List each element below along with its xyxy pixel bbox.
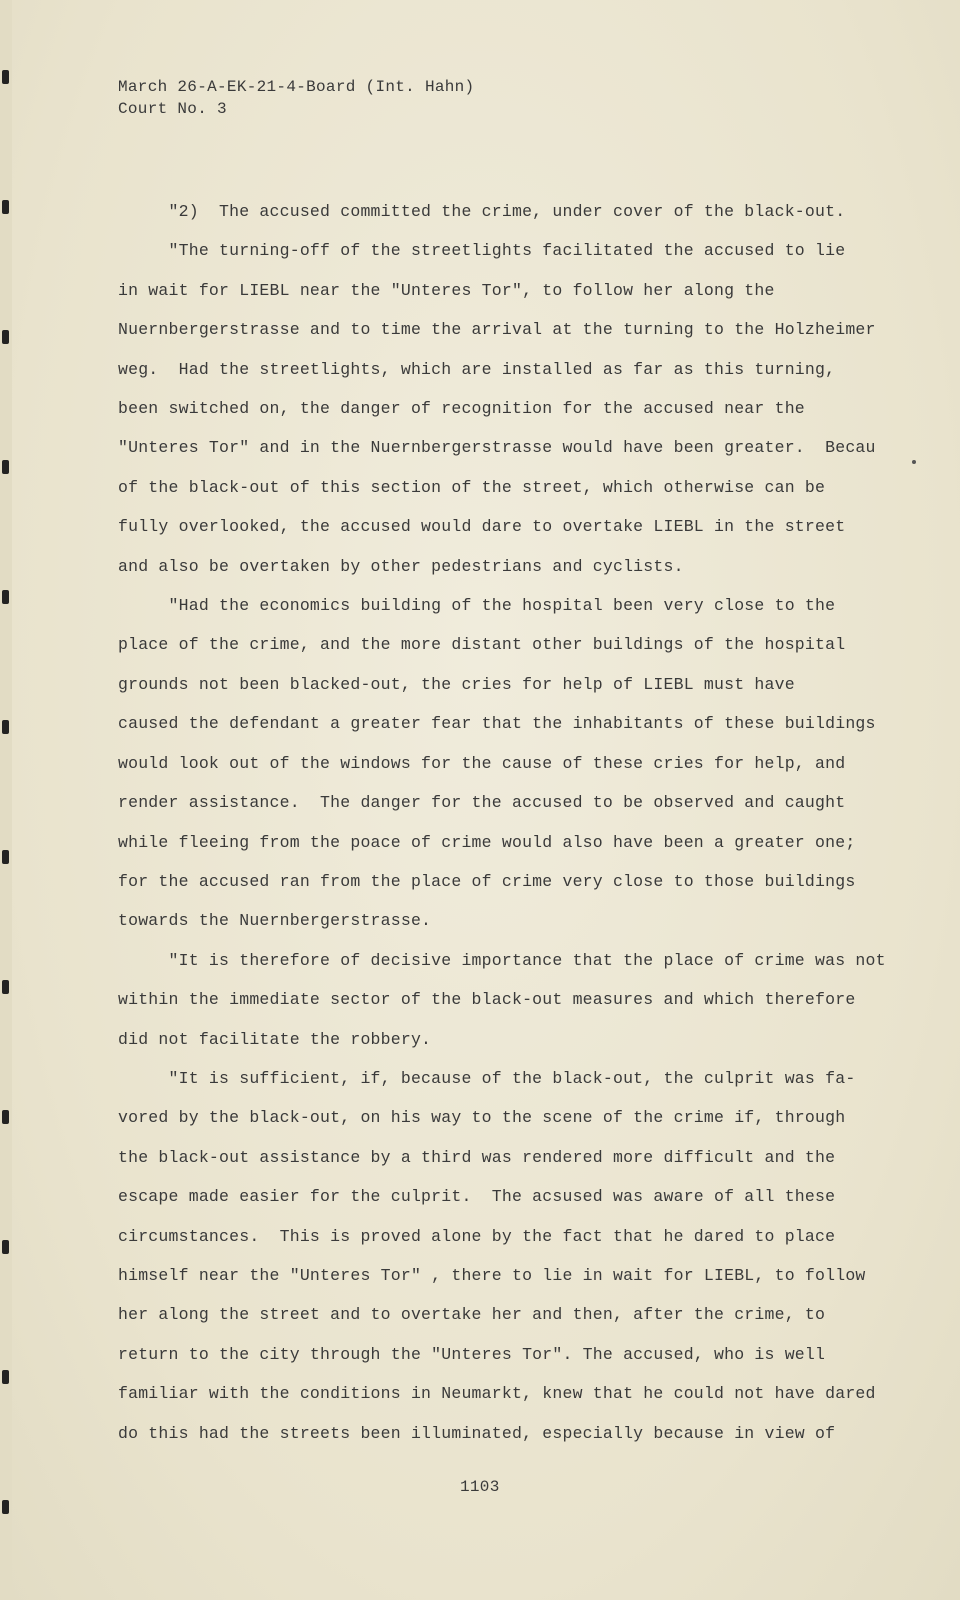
- text-line: did not facilitate the robbery.: [118, 1029, 432, 1049]
- text-line: would look out of the windows for the cause of these cries for help, and: [118, 753, 846, 773]
- binding-hole: [2, 590, 9, 604]
- text-line: within the immediate sector of the black-out measures and which therefore: [118, 990, 856, 1010]
- text-line: "The turning-off of the streetlights facilitated the accused to lie: [118, 241, 846, 261]
- text-line: escape made easier for the culprit. The acsused was aware of all these: [118, 1187, 836, 1207]
- text-line: place of the crime, and the more distant other buildings of the hospital: [118, 635, 846, 655]
- text-line: "Had the economics building of the hospital been very close to the: [118, 596, 836, 616]
- binding-hole: [2, 850, 9, 864]
- text-line: "2) The accused committed the crime, under cover of the black-out.: [118, 202, 846, 221]
- text-line: vored by the black-out, on his way to the scene of the crime if, through: [118, 1108, 846, 1128]
- text-line: "It is sufficient, if, because of the black-out, the culprit was fa-: [118, 1068, 856, 1088]
- text-line: of the black-out of this section of the street, which otherwise can be: [118, 477, 826, 497]
- text-line: been switched on, the danger of recognition for the accused near the: [118, 399, 805, 419]
- binding-hole: [2, 200, 9, 214]
- text-line: return to the city through the "Unteres Tor". The accused, who is well: [118, 1344, 826, 1364]
- binding-hole: [2, 1500, 9, 1514]
- binding-strip: [0, 0, 12, 1600]
- text-line: "It is therefore of decisive importance that the place of crime was not: [118, 950, 886, 970]
- text-line: caused the defendant a greater fear that the inhabitants of these buildings: [118, 714, 876, 734]
- document-header: [118, 76, 474, 120]
- binding-hole: [2, 720, 9, 734]
- binding-hole: [2, 1110, 9, 1124]
- document-body: [118, 192, 898, 1453]
- binding-hole: [2, 330, 9, 344]
- binding-hole: [2, 980, 9, 994]
- text-line: towards the Nuernbergerstrasse.: [118, 911, 432, 931]
- text-line: himself near the "Unteres Tor" , there to lie in wait for LIEBL, to follow: [118, 1265, 866, 1285]
- text-line: while fleeing from the poace of crime would also have been a greater one;: [118, 832, 856, 852]
- text-line: render assistance. The danger for the accused to be observed and caught: [118, 793, 846, 813]
- text-line: grounds not been blacked-out, the cries for help of LIEBL must have: [118, 674, 795, 694]
- binding-hole: [2, 460, 9, 474]
- binding-hole: [2, 1240, 9, 1254]
- text-line: and also be overtaken by other pedestrians and cyclists.: [118, 556, 684, 576]
- text-line: for the accused ran from the place of crime very close to those buildings: [118, 871, 856, 891]
- ink-speck: [912, 460, 916, 464]
- text-line: fully overlooked, the accused would dare to overtake LIEBL in the street: [118, 517, 846, 537]
- page-number: 1103: [460, 1478, 500, 1496]
- text-line: weg. Had the streetlights, which are installed as far as this turning,: [118, 359, 836, 379]
- text-line: "Unteres Tor" and in the Nuernbergerstrasse would have been greater. Becau: [118, 438, 876, 458]
- text-line: circumstances. This is proved alone by the fact that he dared to place: [118, 1226, 836, 1246]
- binding-hole: [2, 70, 9, 84]
- text-line: the black-out assistance by a third was rendered more difficult and the: [118, 1147, 836, 1167]
- text-line: Nuernbergerstrasse and to time the arrival at the turning to the Holzheimer: [118, 320, 876, 340]
- binding-hole: [2, 1370, 9, 1384]
- text-line: her along the street and to overtake her and then, after the crime, to: [118, 1305, 826, 1325]
- header-court: Court No. 3: [118, 100, 227, 118]
- header-reference: March 26-A-EK-21-4-Board (Int. Hahn): [118, 78, 475, 96]
- text-line: do this had the streets been illuminated, especially because in view of: [118, 1423, 836, 1443]
- text-line: familiar with the conditions in Neumarkt, knew that he could not have dared: [118, 1384, 876, 1404]
- text-line: in wait for LIEBL near the "Unteres Tor", to follow her along the: [118, 280, 775, 300]
